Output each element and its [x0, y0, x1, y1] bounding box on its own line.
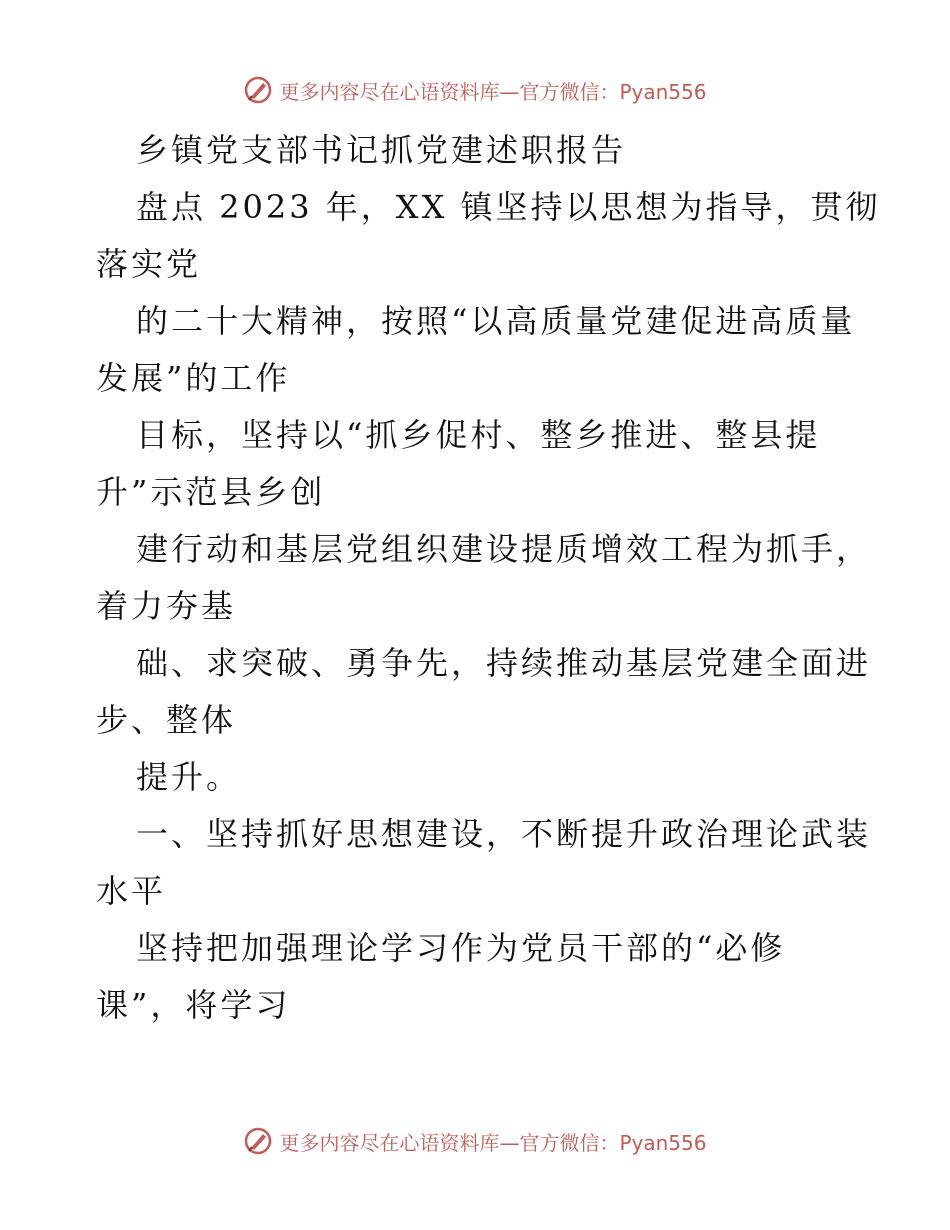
- watermark-text: 更多内容尽在心语资料库—官方微信：Pyan556: [279, 79, 707, 104]
- paragraph-line: 目标，坚持以“抓乡促村、整乡推进、整县提: [136, 416, 821, 454]
- document-title: 乡镇党支部书记抓党建述职报告: [136, 131, 627, 169]
- paragraph-line: 盘点 2023 年，XX 镇坚持以思想为指导，贯彻: [136, 188, 881, 226]
- paragraph-line: 建行动和基层党组织建设提质增效工程为抓手，: [136, 530, 872, 568]
- section-heading: 一、坚持抓好思想建设，不断提升政治理论武装: [136, 815, 872, 853]
- watermark-text: 更多内容尽在心语资料库—官方微信：Pyan556: [279, 1130, 707, 1155]
- paragraph-line: 础、求突破、勇争先，持续推动基层党建全面进: [136, 644, 872, 682]
- paragraph-line: 提升。: [136, 758, 242, 796]
- paragraph-line: 课”，将学习: [96, 986, 291, 1024]
- paragraph-line: 升”示范县乡创: [96, 473, 326, 511]
- quill-pen-logo-icon: [243, 1126, 273, 1156]
- footer-watermark: [0, 1121, 950, 1161]
- quill-pen-logo-icon: [243, 75, 273, 105]
- paragraph-line: 的二十大精神，按照“以高质量党建促进高质量: [136, 302, 856, 340]
- paragraph-line: 坚持把加强理论学习作为党员干部的“必修: [136, 929, 786, 967]
- section-heading-continuation: 水平: [96, 872, 167, 910]
- document-body: [96, 122, 881, 1034]
- paragraph-line: 步、整体: [96, 701, 237, 739]
- paragraph-line: 着力夯基: [96, 587, 237, 625]
- paragraph-line: 落实党: [96, 245, 202, 283]
- header-watermark: [0, 70, 950, 110]
- paragraph-line: 发展”的工作: [96, 359, 291, 397]
